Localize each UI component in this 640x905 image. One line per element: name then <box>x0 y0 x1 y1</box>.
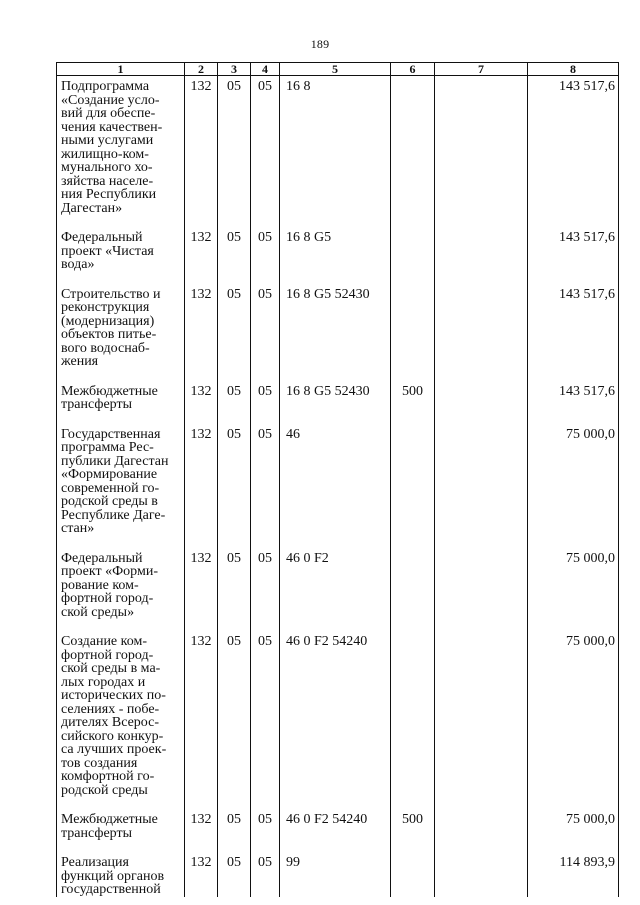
section-code-cell: 05 <box>218 552 251 636</box>
column-7-cell <box>435 552 528 636</box>
item-name-line: государственной <box>61 882 161 897</box>
item-name-line: вого водоснаб- <box>61 340 150 356</box>
column-7-cell <box>435 385 528 428</box>
header-cell-6: 6 <box>391 63 435 76</box>
header-cell-7: 7 <box>435 63 528 76</box>
ministry-code-cell: 132 <box>185 231 218 288</box>
item-name-line: исторических по- <box>61 688 166 703</box>
item-name-line: трансферты <box>61 397 133 412</box>
item-name-line: Республике Даге- <box>61 507 166 523</box>
ministry-code-cell: 132 <box>185 428 218 552</box>
target-item-cell: 16 8 <box>280 76 391 232</box>
item-name-line: са лучших проек- <box>61 742 167 757</box>
item-name-line: вода» <box>61 257 95 272</box>
ministry-code-cell: 132 <box>185 76 218 232</box>
item-name-line: Создание ком- <box>61 634 147 649</box>
subsection-code-cell: 05 <box>251 76 280 232</box>
ministry-code-cell: 132 <box>185 385 218 428</box>
header-cell-4: 4 <box>251 63 280 76</box>
amount-cell: 114 893,9 <box>528 856 619 897</box>
ministry-code-cell: 132 <box>185 813 218 856</box>
target-item-cell: 16 8 G5 52430 <box>280 385 391 428</box>
item-name-line: фортной город- <box>61 647 154 663</box>
item-name-line: реконструкция <box>61 300 150 315</box>
item-name-line: объектов питье- <box>61 327 157 342</box>
table-row <box>57 856 619 897</box>
expense-type-cell: 500 <box>391 813 435 856</box>
table-row <box>57 231 619 288</box>
item-name-line: Межбюджетные <box>61 383 158 399</box>
table-row <box>57 385 619 428</box>
item-name-line: ской среды» <box>61 604 135 620</box>
item-name-cell <box>57 813 185 856</box>
item-name-line: «Формирование <box>61 467 158 482</box>
expense-type-cell <box>391 76 435 232</box>
item-name-line: тов создания <box>61 755 138 771</box>
section-code-cell: 05 <box>218 288 251 385</box>
item-name-line: Государственная <box>61 426 161 442</box>
header-cell-8: 8 <box>528 63 619 76</box>
item-name-line: «Создание усло- <box>61 92 160 108</box>
item-name-line: (модернизация) <box>61 313 155 329</box>
section-code-cell: 05 <box>218 428 251 552</box>
item-name-line: селениях - побе- <box>61 701 160 717</box>
target-item-cell: 46 0 F2 <box>280 552 391 636</box>
item-name-cell <box>57 552 185 636</box>
column-7-cell <box>435 231 528 288</box>
item-name-line: жилищно-ком- <box>61 146 149 162</box>
subsection-code-cell: 05 <box>251 231 280 288</box>
expense-type-cell <box>391 856 435 897</box>
item-name-line: Межбюджетные <box>61 812 158 827</box>
section-code-cell: 05 <box>218 635 251 813</box>
item-name-line: вий для обеспе- <box>61 106 156 121</box>
item-name-line: Федеральный <box>61 230 143 245</box>
subsection-code-cell: 05 <box>251 288 280 385</box>
table-row <box>57 76 619 232</box>
item-name-line: чения качествен- <box>61 119 163 135</box>
header-cell-2: 2 <box>185 63 218 76</box>
item-name-line: современной го- <box>61 480 160 496</box>
item-name-line: дителях Всерос- <box>61 715 160 730</box>
item-name-line: Подпрограмма <box>61 79 150 94</box>
amount-cell: 143 517,6 <box>528 231 619 288</box>
table-body <box>57 76 619 897</box>
expense-type-cell <box>391 288 435 385</box>
section-code-cell: 05 <box>218 813 251 856</box>
column-7-cell <box>435 813 528 856</box>
item-name-cell <box>57 856 185 897</box>
item-name-line: публики Дагестан <box>61 453 169 469</box>
subsection-code-cell: 05 <box>251 385 280 428</box>
header-cell-5: 5 <box>280 63 391 76</box>
ministry-code-cell: 132 <box>185 552 218 636</box>
expense-type-cell <box>391 635 435 813</box>
page-number: 189 <box>310 37 330 51</box>
column-7-cell <box>435 288 528 385</box>
section-code-cell: 05 <box>218 856 251 897</box>
table-row <box>57 428 619 552</box>
target-item-cell: 46 0 F2 54240 <box>280 635 391 813</box>
subsection-code-cell: 05 <box>251 428 280 552</box>
target-item-cell: 46 <box>280 428 391 552</box>
amount-cell: 75 000,0 <box>528 813 619 856</box>
table-row <box>57 813 619 856</box>
ministry-code-cell: 132 <box>185 288 218 385</box>
subsection-code-cell: 05 <box>251 813 280 856</box>
expense-type-cell <box>391 552 435 636</box>
item-name-line: ния Республики <box>61 187 157 202</box>
section-code-cell: 05 <box>218 231 251 288</box>
ministry-code-cell: 132 <box>185 635 218 813</box>
item-name-cell <box>57 76 185 232</box>
header-cell-1: 1 <box>57 63 185 76</box>
item-name-cell <box>57 231 185 288</box>
item-name-cell <box>57 635 185 813</box>
amount-cell: 143 517,6 <box>528 385 619 428</box>
column-7-cell <box>435 856 528 897</box>
item-name-line: мунального хо- <box>61 160 153 175</box>
ministry-code-cell: 132 <box>185 856 218 897</box>
table-row <box>57 552 619 636</box>
item-name-line: функций органов <box>61 868 165 884</box>
header-row <box>57 63 619 76</box>
target-item-cell: 46 0 F2 54240 <box>280 813 391 856</box>
column-7-cell <box>435 428 528 552</box>
item-name-line: трансферты <box>61 825 133 841</box>
item-name-line: программа Рес- <box>61 440 154 455</box>
target-item-cell: 16 8 G5 52430 <box>280 288 391 385</box>
item-name-line: фортной город- <box>61 591 154 606</box>
item-name-line: рование ком- <box>61 577 139 593</box>
column-7-cell <box>435 635 528 813</box>
item-name-line: Дагестан» <box>61 200 123 216</box>
subsection-code-cell: 05 <box>251 635 280 813</box>
item-name-line: родской среды в <box>61 494 158 509</box>
item-name-line: Реализация <box>61 855 129 870</box>
amount-cell: 143 517,6 <box>528 76 619 232</box>
table-row <box>57 288 619 385</box>
amount-cell: 143 517,6 <box>528 288 619 385</box>
item-name-line: лых городах и <box>61 674 146 690</box>
amount-cell: 75 000,0 <box>528 552 619 636</box>
item-name-line: проект «Чистая <box>61 243 154 259</box>
item-name-line: сийского конкур- <box>61 728 164 744</box>
expense-type-cell <box>391 231 435 288</box>
subsection-code-cell: 05 <box>251 856 280 897</box>
item-name-line: Федеральный <box>61 550 143 566</box>
expense-type-cell: 500 <box>391 385 435 428</box>
item-name-line: стан» <box>61 521 95 536</box>
item-name-line: зяйства населе- <box>61 173 154 189</box>
item-name-cell <box>57 385 185 428</box>
target-item-cell: 99 <box>280 856 391 897</box>
item-name-line: ской среды в ма- <box>61 661 161 676</box>
subsection-code-cell: 05 <box>251 552 280 636</box>
section-code-cell: 05 <box>218 76 251 232</box>
column-7-cell <box>435 76 528 232</box>
item-name-cell <box>57 288 185 385</box>
item-name-line: проект «Форми- <box>61 564 158 579</box>
table-row <box>57 635 619 813</box>
item-name-line: родской среды <box>61 782 148 798</box>
section-code-cell: 05 <box>218 385 251 428</box>
target-item-cell: 16 8 G5 <box>280 231 391 288</box>
item-name-cell <box>57 428 185 552</box>
header-cell-3: 3 <box>218 63 251 76</box>
budget-table <box>56 62 619 897</box>
item-name-line: комфортной го- <box>61 769 155 784</box>
expense-type-cell <box>391 428 435 552</box>
amount-cell: 75 000,0 <box>528 428 619 552</box>
amount-cell: 75 000,0 <box>528 635 619 813</box>
item-name-line: Строительство и <box>61 286 161 302</box>
item-name-line: ными услугами <box>61 133 154 148</box>
item-name-line: жения <box>61 354 99 369</box>
